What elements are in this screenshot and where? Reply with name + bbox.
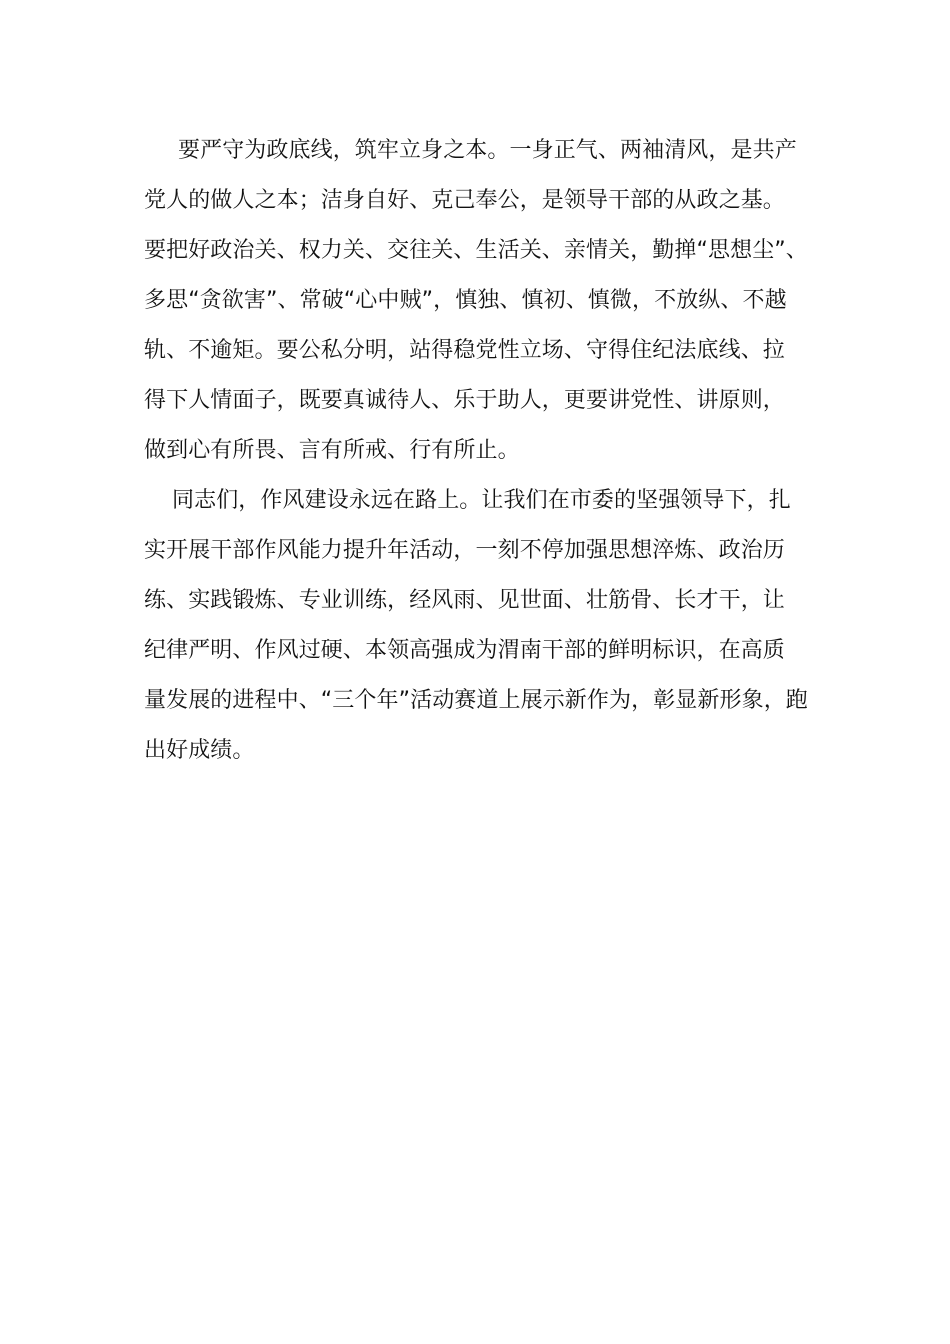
paragraph-line: 多思“贪欲害”、常破“心中贼”，慎独、慎初、慎微，不放纵、不越 — [144, 288, 787, 313]
paragraph-1 — [144, 126, 806, 476]
paragraph-line: 量发展的进程中、“三个年”活动赛道上展示新作为，彰显新形象，跑 — [144, 688, 808, 713]
paragraph-line: 同志们，作风建设永远在路上。让我们在市委的坚强领导下，扎 — [172, 488, 791, 513]
paragraph-line: 练、实践锻炼、专业训练，经风雨、见世面、壮筋骨、长才干，让 — [144, 588, 785, 613]
paragraph-line: 得下人情面子，既要真诚待人、乐于助人，更要讲党性、讲原则， — [144, 388, 785, 413]
paragraph-line: 纪律严明、作风过硬、本领高强成为渭南干部的鲜明标识，在高质 — [144, 638, 785, 663]
paragraph-line: 党人的做人之本；洁身自好、克己奉公，是领导干部的从政之基。 — [144, 188, 785, 213]
paragraph-line: 要把好政治关、权力关、交往关、生活关、亲情关，勤掸“思想尘”、 — [144, 238, 808, 263]
paragraph-line: 做到心有所畏、言有所戒、行有所止。 — [144, 438, 520, 463]
paragraph-2 — [144, 476, 806, 776]
paragraph-line: 实开展干部作风能力提升年活动，一刻不停加强思想淬炼、政治历 — [144, 538, 785, 563]
paragraph-line: 轨、不逾矩。要公私分明，站得稳党性立场、守得住纪法底线、拉 — [144, 338, 785, 363]
document-body — [144, 126, 806, 776]
paragraph-line: 出好成绩。 — [144, 738, 255, 763]
paragraph-line: 要严守为政底线，筑牢立身之本。一身正气、两袖清风，是共产 — [178, 138, 797, 163]
